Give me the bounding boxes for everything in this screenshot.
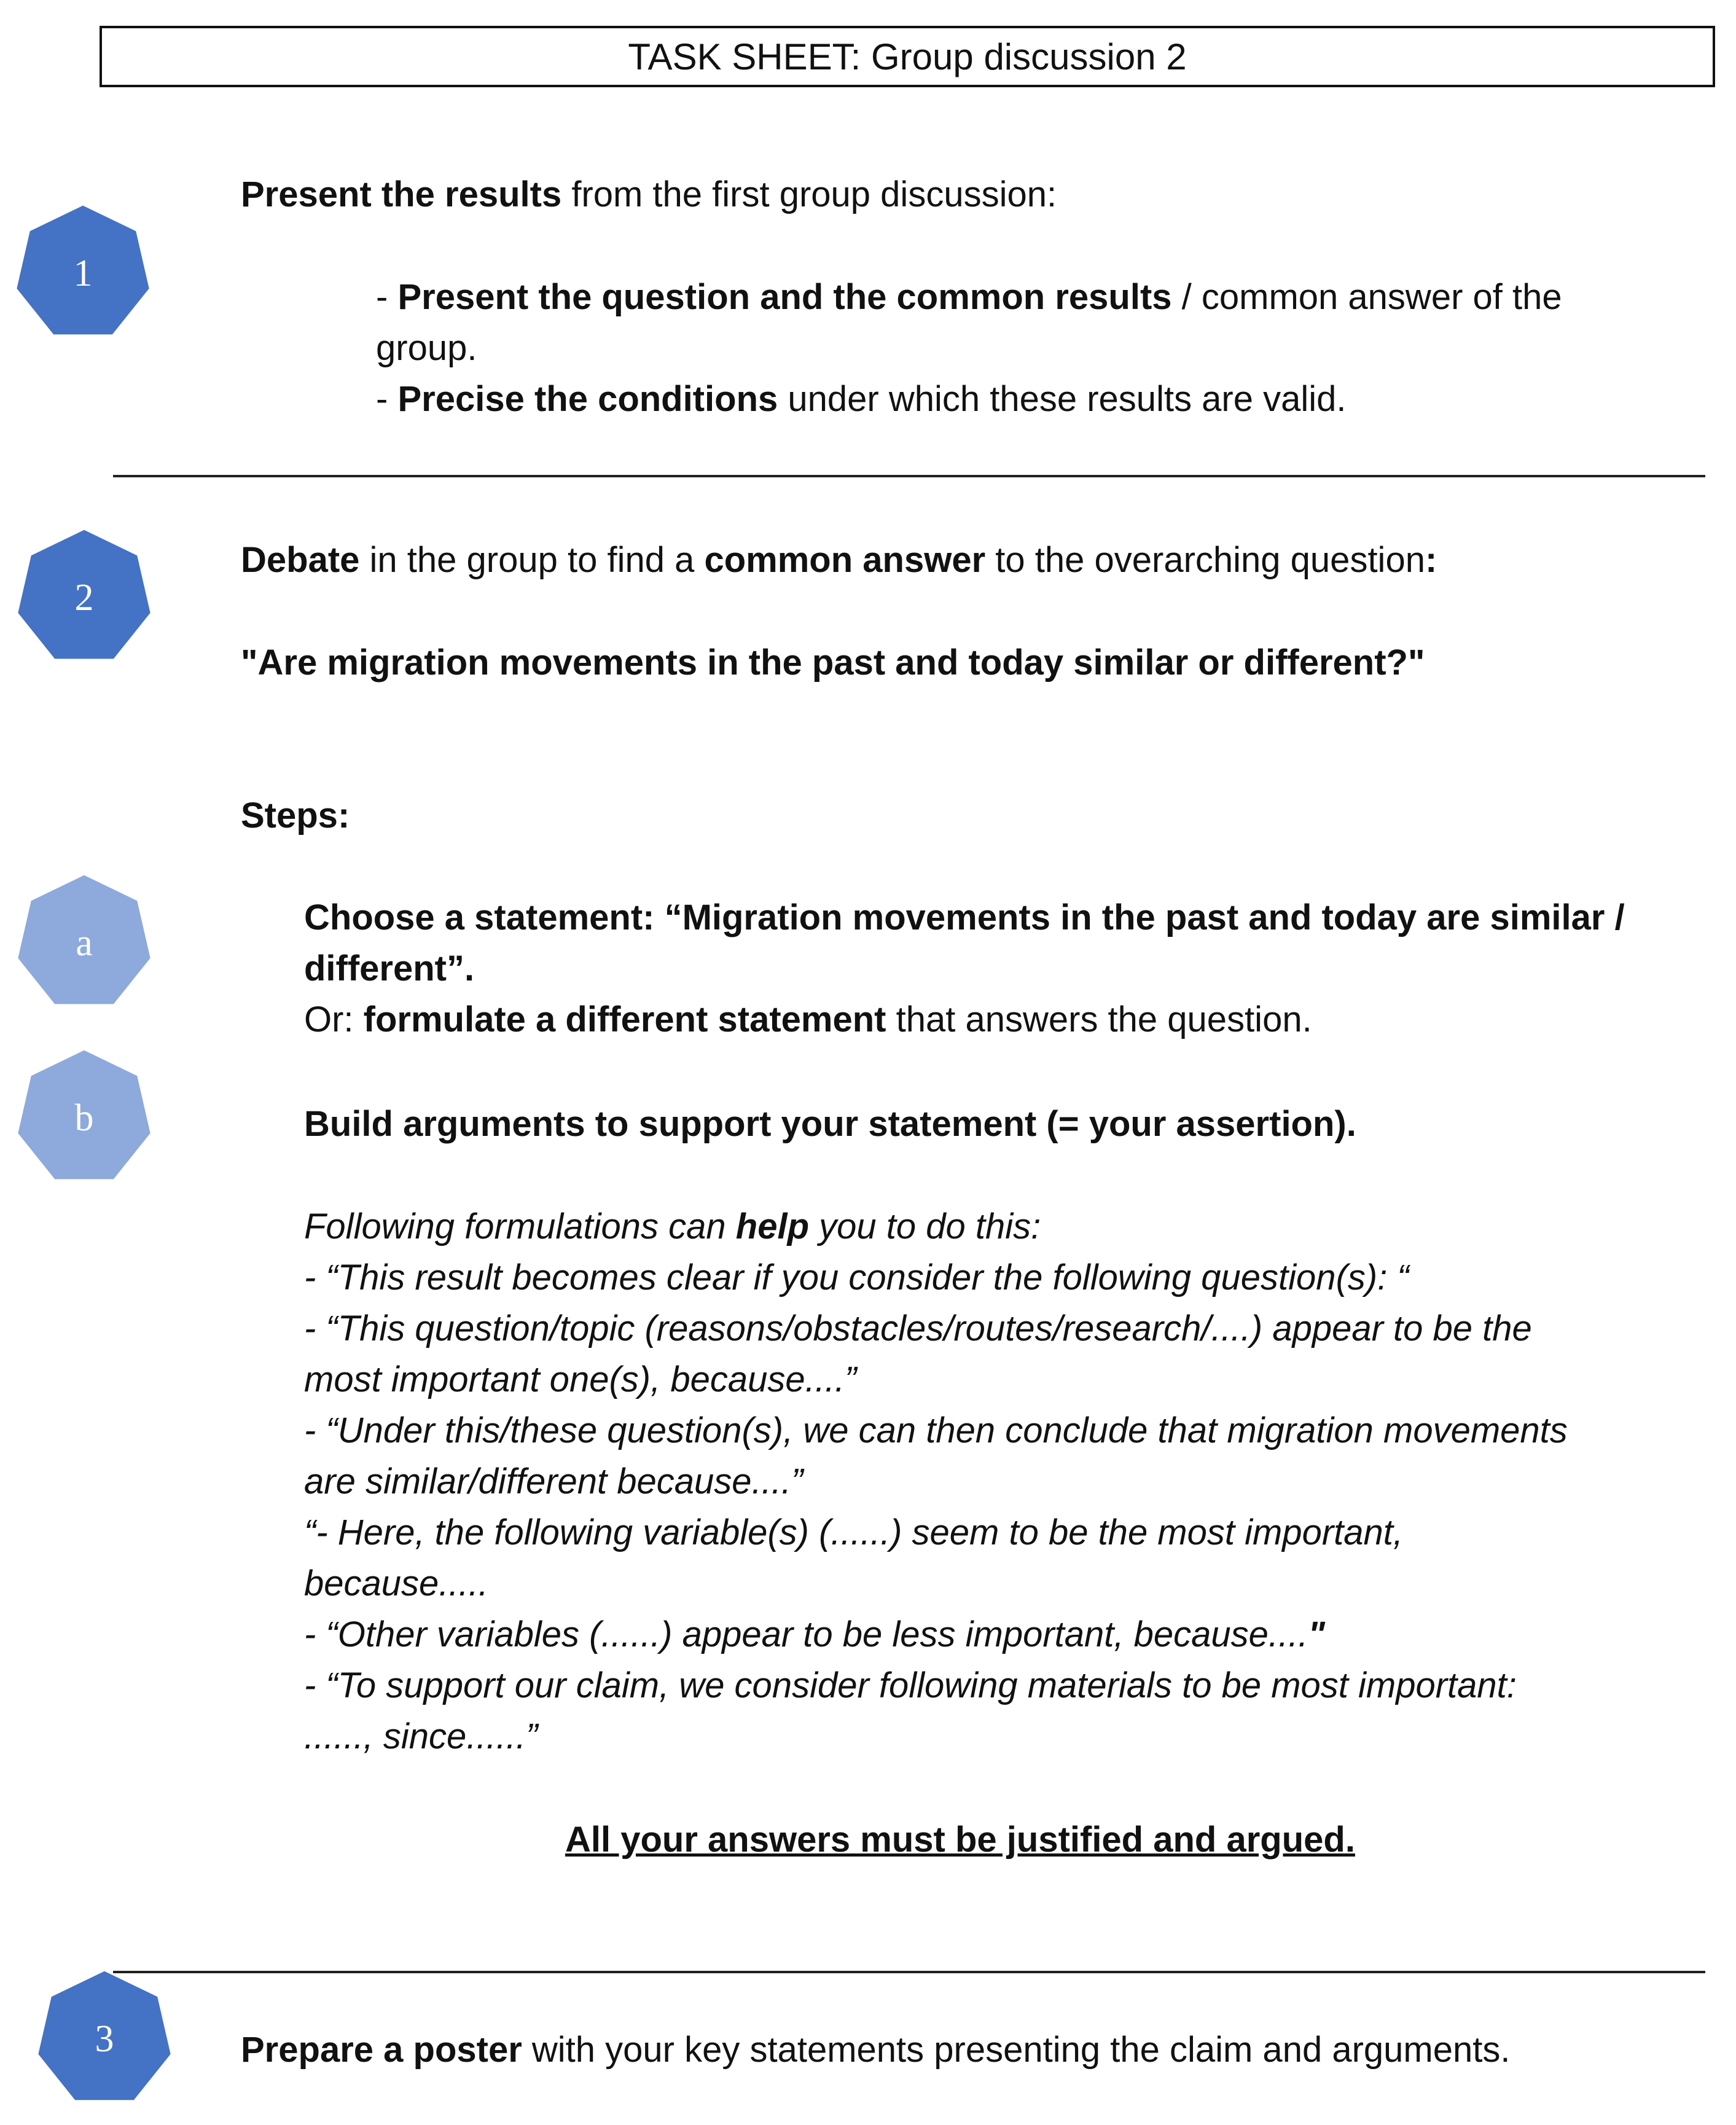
badge-label: b <box>74 1097 94 1139</box>
section1-bullet1-cont: group. <box>376 328 477 368</box>
formulation-3b: are similar/different because....” <box>304 1462 803 1501</box>
section1-bullet2: - Precise the conditions under which these results are valid. <box>376 379 1347 419</box>
formulation-3a: - “Under this/these question(s), we can then conclude that migration movements <box>304 1411 1568 1450</box>
formulation-4a: “- Here, the following variable(s) (......) seem to be the most important, <box>304 1513 1403 1552</box>
steps-label: Steps: <box>241 796 350 836</box>
step-b-title: Build arguments to support your statement (= your assertion). <box>304 1104 1356 1144</box>
badge-label: a <box>76 922 93 964</box>
divider <box>113 475 1705 477</box>
section1-intro: Present the results from the first group discussion: <box>241 174 1057 214</box>
poster-instruction: Prepare a poster with your key statements presenting the claim and arguments. <box>241 2030 1511 2070</box>
badge-label: 1 <box>73 252 93 294</box>
overarching-question: "Are migration movements in the past and today similar or different?" <box>241 643 1425 683</box>
formulation-1: - “This result becomes clear if you consider the following question(s): “ <box>304 1258 1409 1297</box>
formulation-2a: - “This question/topic (reasons/obstacles/routes/research/....) appear to be the <box>304 1309 1532 1348</box>
divider <box>113 1971 1705 1973</box>
heptagon-3-icon <box>34 1968 175 2110</box>
formulation-2b: most important one(s), because....” <box>304 1360 857 1399</box>
justification-note: All your answers must be justified and argued. <box>565 1820 1355 1860</box>
formulation-4b: because..... <box>304 1563 488 1603</box>
debate-line: Debate in the group to find a common answer to the overarching question: <box>241 540 1437 580</box>
formulation-5: - “Other variables (......) appear to be less important, because...." <box>304 1614 1325 1654</box>
step-a-line1: Choose a statement: “Migration movements in the past and today are similar / <box>304 898 1625 937</box>
heptagon-b-icon <box>14 1047 155 1189</box>
formulation-6b: ......, since......” <box>304 1716 538 1756</box>
task-sheet-title: TASK SHEET: Group discussion 2 <box>100 26 1715 87</box>
heptagon-a-icon <box>14 872 155 1014</box>
heptagon-1-icon <box>12 203 154 344</box>
help-intro: Following formulations can help you to do this: <box>304 1207 1041 1246</box>
badge-label: 2 <box>74 576 94 619</box>
formulation-6a: - “To support our claim, we consider following materials to be most important: <box>304 1665 1517 1705</box>
heptagon-2-icon <box>14 527 155 668</box>
badge-label: 3 <box>95 2017 114 2060</box>
section1-bullet1: - Present the question and the common results / common answer of the <box>376 277 1562 317</box>
step-a-alternative: Or: formulate a different statement that answers the question. <box>304 1000 1312 1039</box>
step-a-line2: different”. <box>304 949 475 988</box>
